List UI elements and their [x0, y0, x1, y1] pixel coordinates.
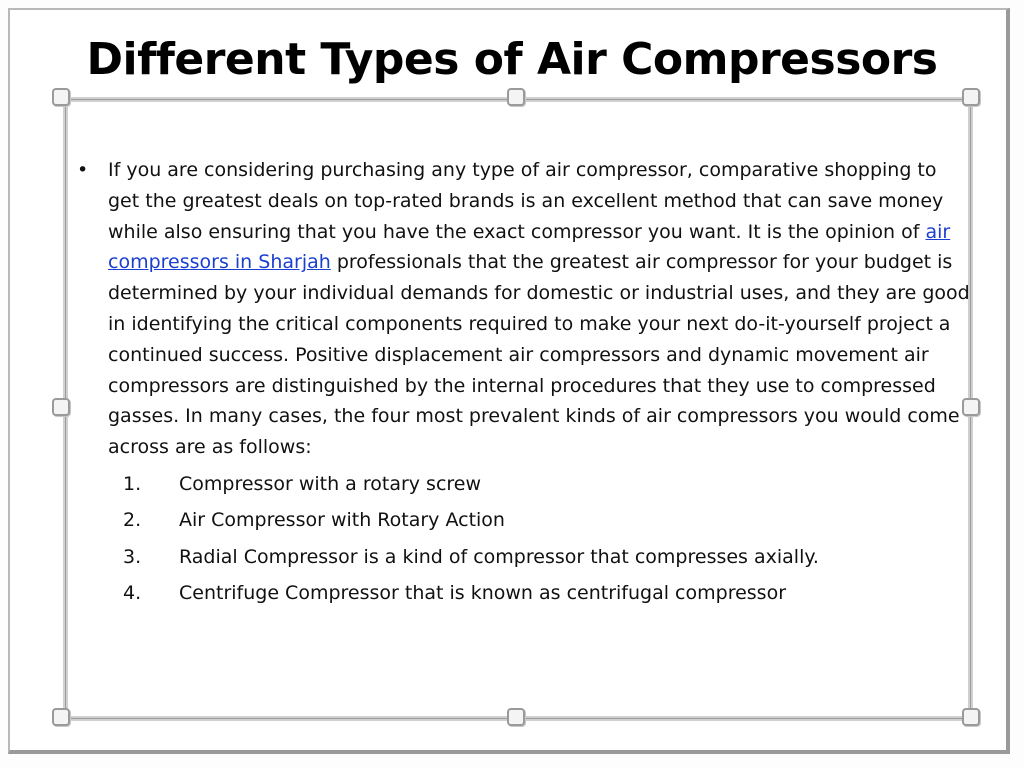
- resize-handle-middle-left[interactable]: [52, 398, 70, 416]
- list-item-text: Radial Compressor is a kind of compressor that compresses axially.: [179, 545, 819, 568]
- list-item-text: Compressor with a rotary screw: [179, 472, 482, 495]
- bullet-icon: •: [77, 159, 89, 181]
- bullet-paragraph: [77, 155, 972, 463]
- resize-handle-bottom-left[interactable]: [52, 708, 70, 726]
- slide-title: Different Types of Air Compressors: [86, 34, 938, 85]
- list-item-text: Centrifuge Compressor that is known as centrifugal compressor: [179, 582, 787, 605]
- list-item-number: 3.: [123, 545, 142, 568]
- list-item: [77, 469, 972, 499]
- list-item: [77, 542, 972, 572]
- list-item-number: 2.: [123, 509, 142, 532]
- resize-handle-bottom-middle[interactable]: [507, 708, 525, 726]
- compressor-types-list: [77, 469, 972, 609]
- paragraph-text-end: professionals that the greatest air compressor for your budget is determined by your individual demands for domestic or industrial uses, and they are good in identifying the critical components required to make your next do-it-yourself project a continued success. Positive displacement air compressors and dynamic movement air compressors are distinguished by the internal procedures that they use to compressed gasses. In many cases, the four most prevalent kinds of air compressors you would come across are as follows:: [108, 251, 970, 459]
- list-item: [77, 505, 972, 535]
- list-item-number: 4.: [123, 582, 142, 605]
- resize-handle-top-left[interactable]: [52, 88, 70, 106]
- resize-handle-bottom-right[interactable]: [962, 708, 980, 726]
- resize-handle-top-right[interactable]: [962, 88, 980, 106]
- list-item-text: Air Compressor with Rotary Action: [179, 509, 505, 532]
- list-item-number: 1.: [123, 472, 142, 495]
- slide-body-text: [77, 155, 972, 615]
- air-compressors-sharjah-link[interactable]: air compressors in Sharjah: [108, 220, 951, 274]
- list-item: [77, 578, 972, 608]
- paragraph-text-start: If you are considering purchasing any type of air compressor, comparative shopping to get the greatest deals on top-rated brands is an excellent method that can save money while also ensuring that you have the exact compressor you want. It is the opinion of: [108, 159, 944, 243]
- resize-handle-top-middle[interactable]: [507, 88, 525, 106]
